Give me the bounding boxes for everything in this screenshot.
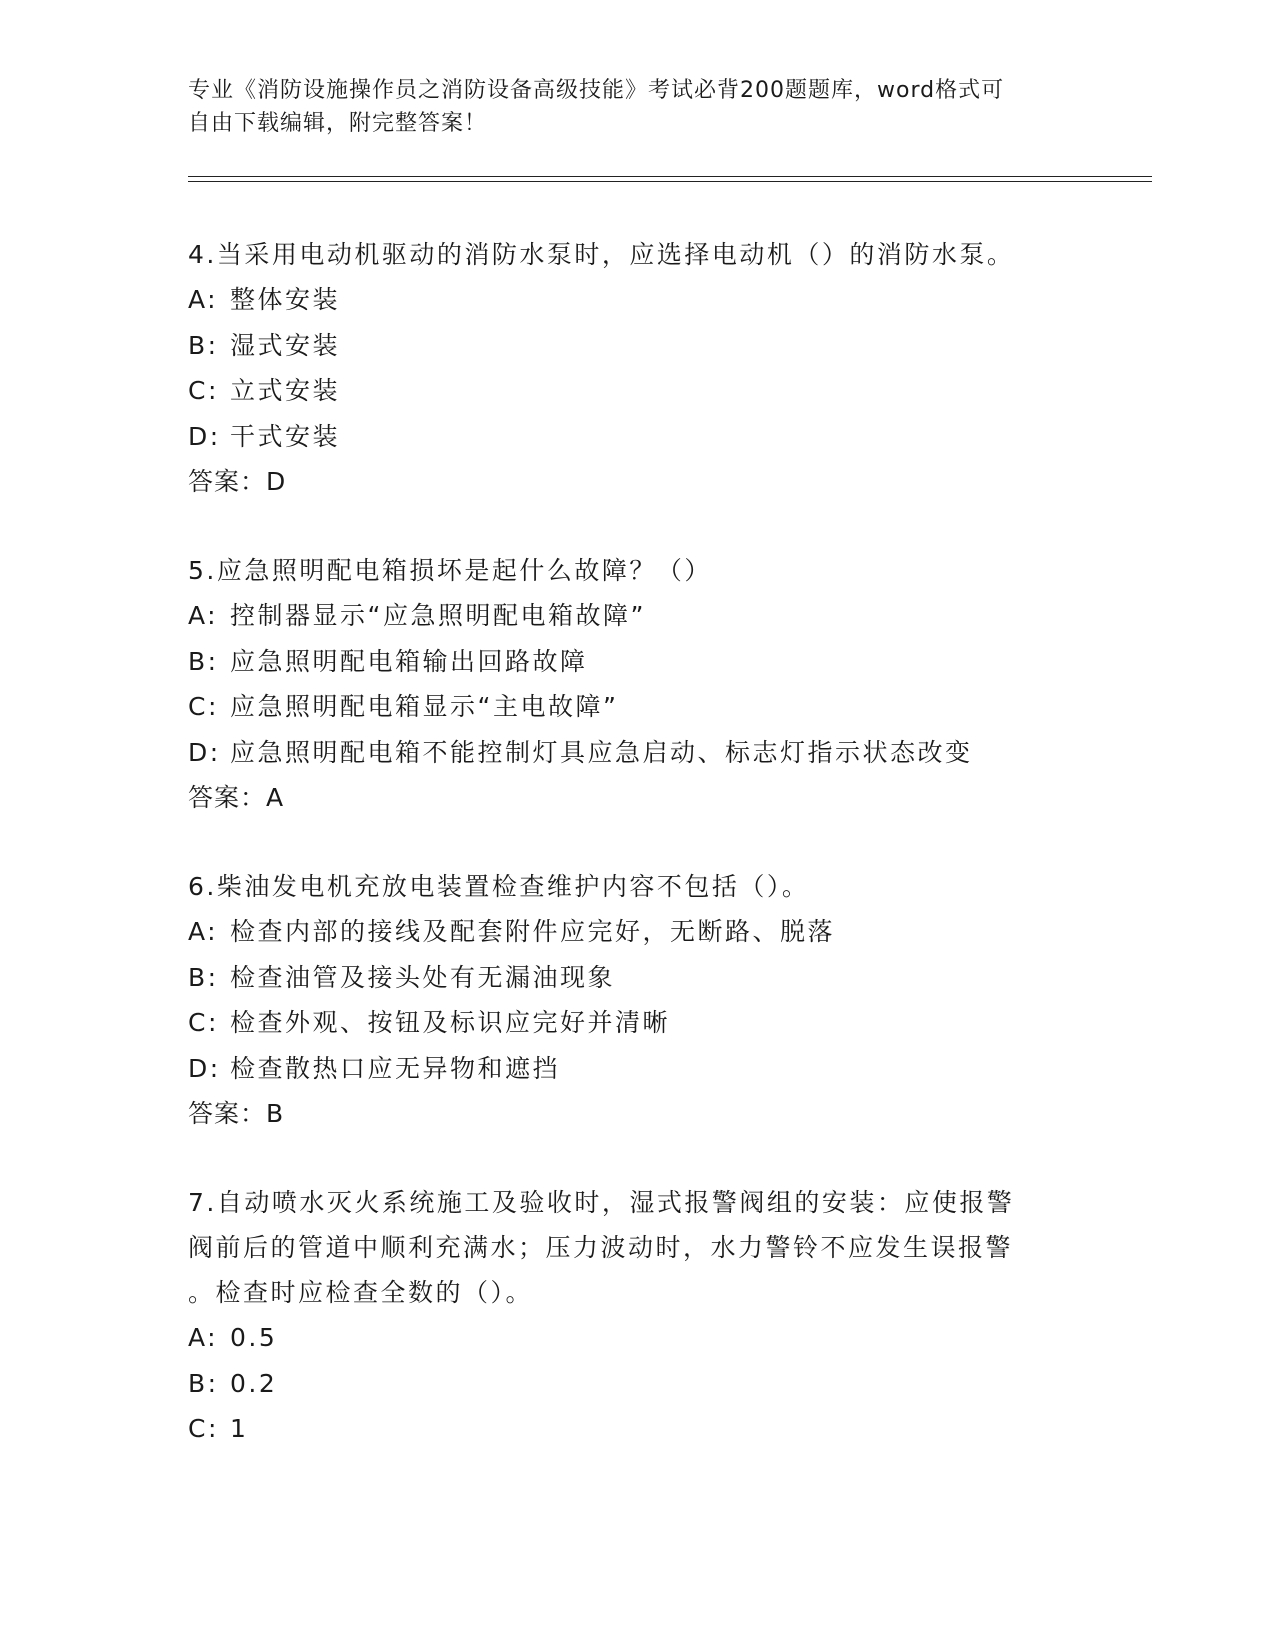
option-b — [188, 323, 1088, 369]
option-text: 检查内部的接线及配套附件应完好，无断路、脱落 — [230, 917, 836, 946]
option-letter: C: — [188, 1414, 219, 1443]
option-c — [188, 1406, 1088, 1452]
option-letter: B: — [188, 330, 219, 360]
option-b — [188, 1361, 1088, 1407]
option-letter: C: — [188, 376, 219, 405]
option-letter: A: — [188, 1323, 219, 1352]
option-letter: C: — [188, 1008, 219, 1037]
question-stem: 5.应急照明配电箱损坏是起什么故障？（） — [188, 556, 712, 585]
answer-line: 答案：B — [188, 1099, 285, 1128]
question-stem: 4.当采用电动机驱动的消防水泵时，应选择电动机（）的消防水泵。 — [188, 240, 1015, 269]
option-d — [188, 730, 1088, 776]
option-letter: A: — [188, 285, 219, 314]
question-5 — [188, 548, 1088, 820]
header-line-2: 自由下载编辑，附完整答案！ — [188, 111, 488, 136]
option-d — [188, 1046, 1088, 1092]
option-c — [188, 684, 1088, 730]
option-b — [188, 639, 1088, 685]
option-d — [188, 414, 1088, 460]
question-stem: 6.柴油发电机充放电装置检查维护内容不包括（）。 — [188, 872, 810, 901]
option-text: 0.5 — [230, 1323, 278, 1352]
option-letter: D: — [188, 737, 221, 767]
option-text: 立式安装 — [230, 376, 341, 405]
option-letter: B: — [188, 646, 219, 676]
question-list — [188, 232, 1088, 1496]
option-a — [188, 277, 1088, 323]
question-7 — [188, 1180, 1088, 1452]
option-letter: A: — [188, 917, 219, 946]
question-stem: 7.自动喷水灭火系统施工及验收时，湿式报警阀组的安装：应使报警 阀前后的管道中顺利充满水；压力波动时，水力警铃不应发生误报警 。检查时应检查全数的（）。 — [188, 1188, 1015, 1307]
answer-line: 答案：D — [188, 467, 287, 496]
option-c — [188, 368, 1088, 414]
document-header — [188, 74, 1088, 140]
option-text: 1 — [230, 1414, 249, 1443]
option-letter: D: — [188, 1053, 221, 1083]
option-text: 检查散热口应无异物和遮挡 — [230, 1053, 561, 1083]
option-letter: D: — [188, 421, 221, 451]
question-4 — [188, 232, 1088, 504]
option-a — [188, 909, 1088, 955]
option-letter: C: — [188, 692, 219, 721]
header-divider-top — [188, 176, 1152, 177]
option-b — [188, 955, 1088, 1001]
option-text: 0.2 — [230, 1368, 278, 1398]
option-text: 干式安装 — [230, 421, 341, 451]
header-divider-bottom — [188, 181, 1152, 182]
option-letter: A: — [188, 601, 219, 630]
question-6 — [188, 864, 1088, 1136]
option-a — [188, 593, 1088, 639]
option-text: 检查油管及接头处有无漏油现象 — [230, 962, 616, 992]
option-text: 检查外观、按钮及标识应完好并清晰 — [230, 1008, 671, 1037]
answer-line: 答案：A — [188, 783, 285, 812]
option-text: 应急照明配电箱显示“主电故障” — [230, 692, 619, 721]
option-text: 湿式安装 — [230, 330, 341, 360]
option-a — [188, 1315, 1088, 1361]
header-line-1: 专业《消防设施操作员之消防设备高级技能》考试必背200题题库，word格式可 — [188, 78, 1005, 103]
option-text: 控制器显示“应急照明配电箱故障” — [230, 601, 646, 630]
option-letter: B: — [188, 1368, 219, 1398]
option-c — [188, 1000, 1088, 1046]
option-letter: B: — [188, 962, 219, 992]
option-text: 应急照明配电箱不能控制灯具应急启动、标志灯指示状态改变 — [230, 737, 973, 767]
option-text: 应急照明配电箱输出回路故障 — [230, 646, 588, 676]
option-text: 整体安装 — [230, 285, 341, 314]
